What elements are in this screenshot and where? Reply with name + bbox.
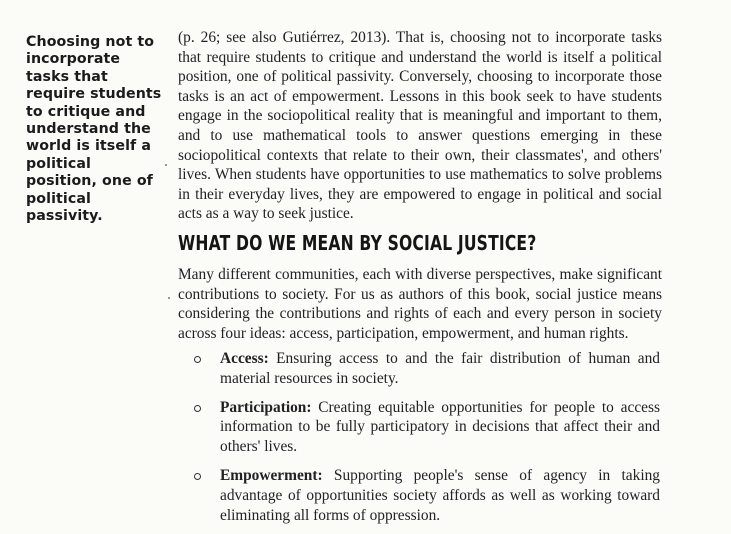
bullet-text: Ensuring access to and the fair distribution of human and material resources in society. (220, 350, 660, 387)
bullet-item-empowerment (194, 466, 660, 525)
bullet-circle-icon (194, 473, 201, 480)
bullet-text: Creating equitable opportunities for people to access information to be fully participatory in decisions that affect their and others' lives. (220, 398, 660, 456)
bullet-circle-icon (194, 405, 201, 412)
bullet-term: Participation: (220, 398, 312, 416)
bullet-item-access (194, 349, 660, 389)
bullet-term: Empowerment: (220, 466, 323, 484)
bullet-list (194, 349, 660, 534)
body-paragraph-1: (p. 26; see also Gutiérrez, 2013). That is, choosing not to incorporate tasks that require students to critique and understand the world is itself a political position, one of political passivity. Conversely, choosing to incorporate those tasks is an act of empowerment. Lessons in this book seek to have students engage in the sociopolitical reality that is meaningful and important to them, and to use mathematical tools to answer questions emerging in these sociopolitical contexts that relate to their own, their classmates', and others' lives. When students have opportunities to use mathematics to solve problems in their everyday lives, they are empowered to engage in political and social acts as a way to seek justice. (178, 29, 662, 223)
section-heading: WHAT DO WE MEAN BY SOCIAL JUSTICE? (178, 231, 537, 255)
bullet-circle-icon (194, 356, 201, 363)
body-paragraph-2: Many different communities, each with diverse perspectives, make significant contributions to society. For us as authors of this book, social justice means considering the contributions and rights of each and every person in society across four ideas: access, participation, empowerment, and human rights. (178, 266, 662, 342)
bullet-text: Supporting people's sense of agency in taking advantage of opportunities society affords as well as working toward eliminating all forms of oppression. (220, 466, 660, 524)
pull-quote: Choosing not to incorporate tasks that require students to critique and understand the world is itself a political position, one of political passivity. (26, 34, 162, 225)
bullet-term: Access: (220, 350, 269, 367)
scan-speck (168, 297, 170, 299)
scan-speck (165, 164, 167, 166)
bullet-item-participation (194, 398, 660, 457)
